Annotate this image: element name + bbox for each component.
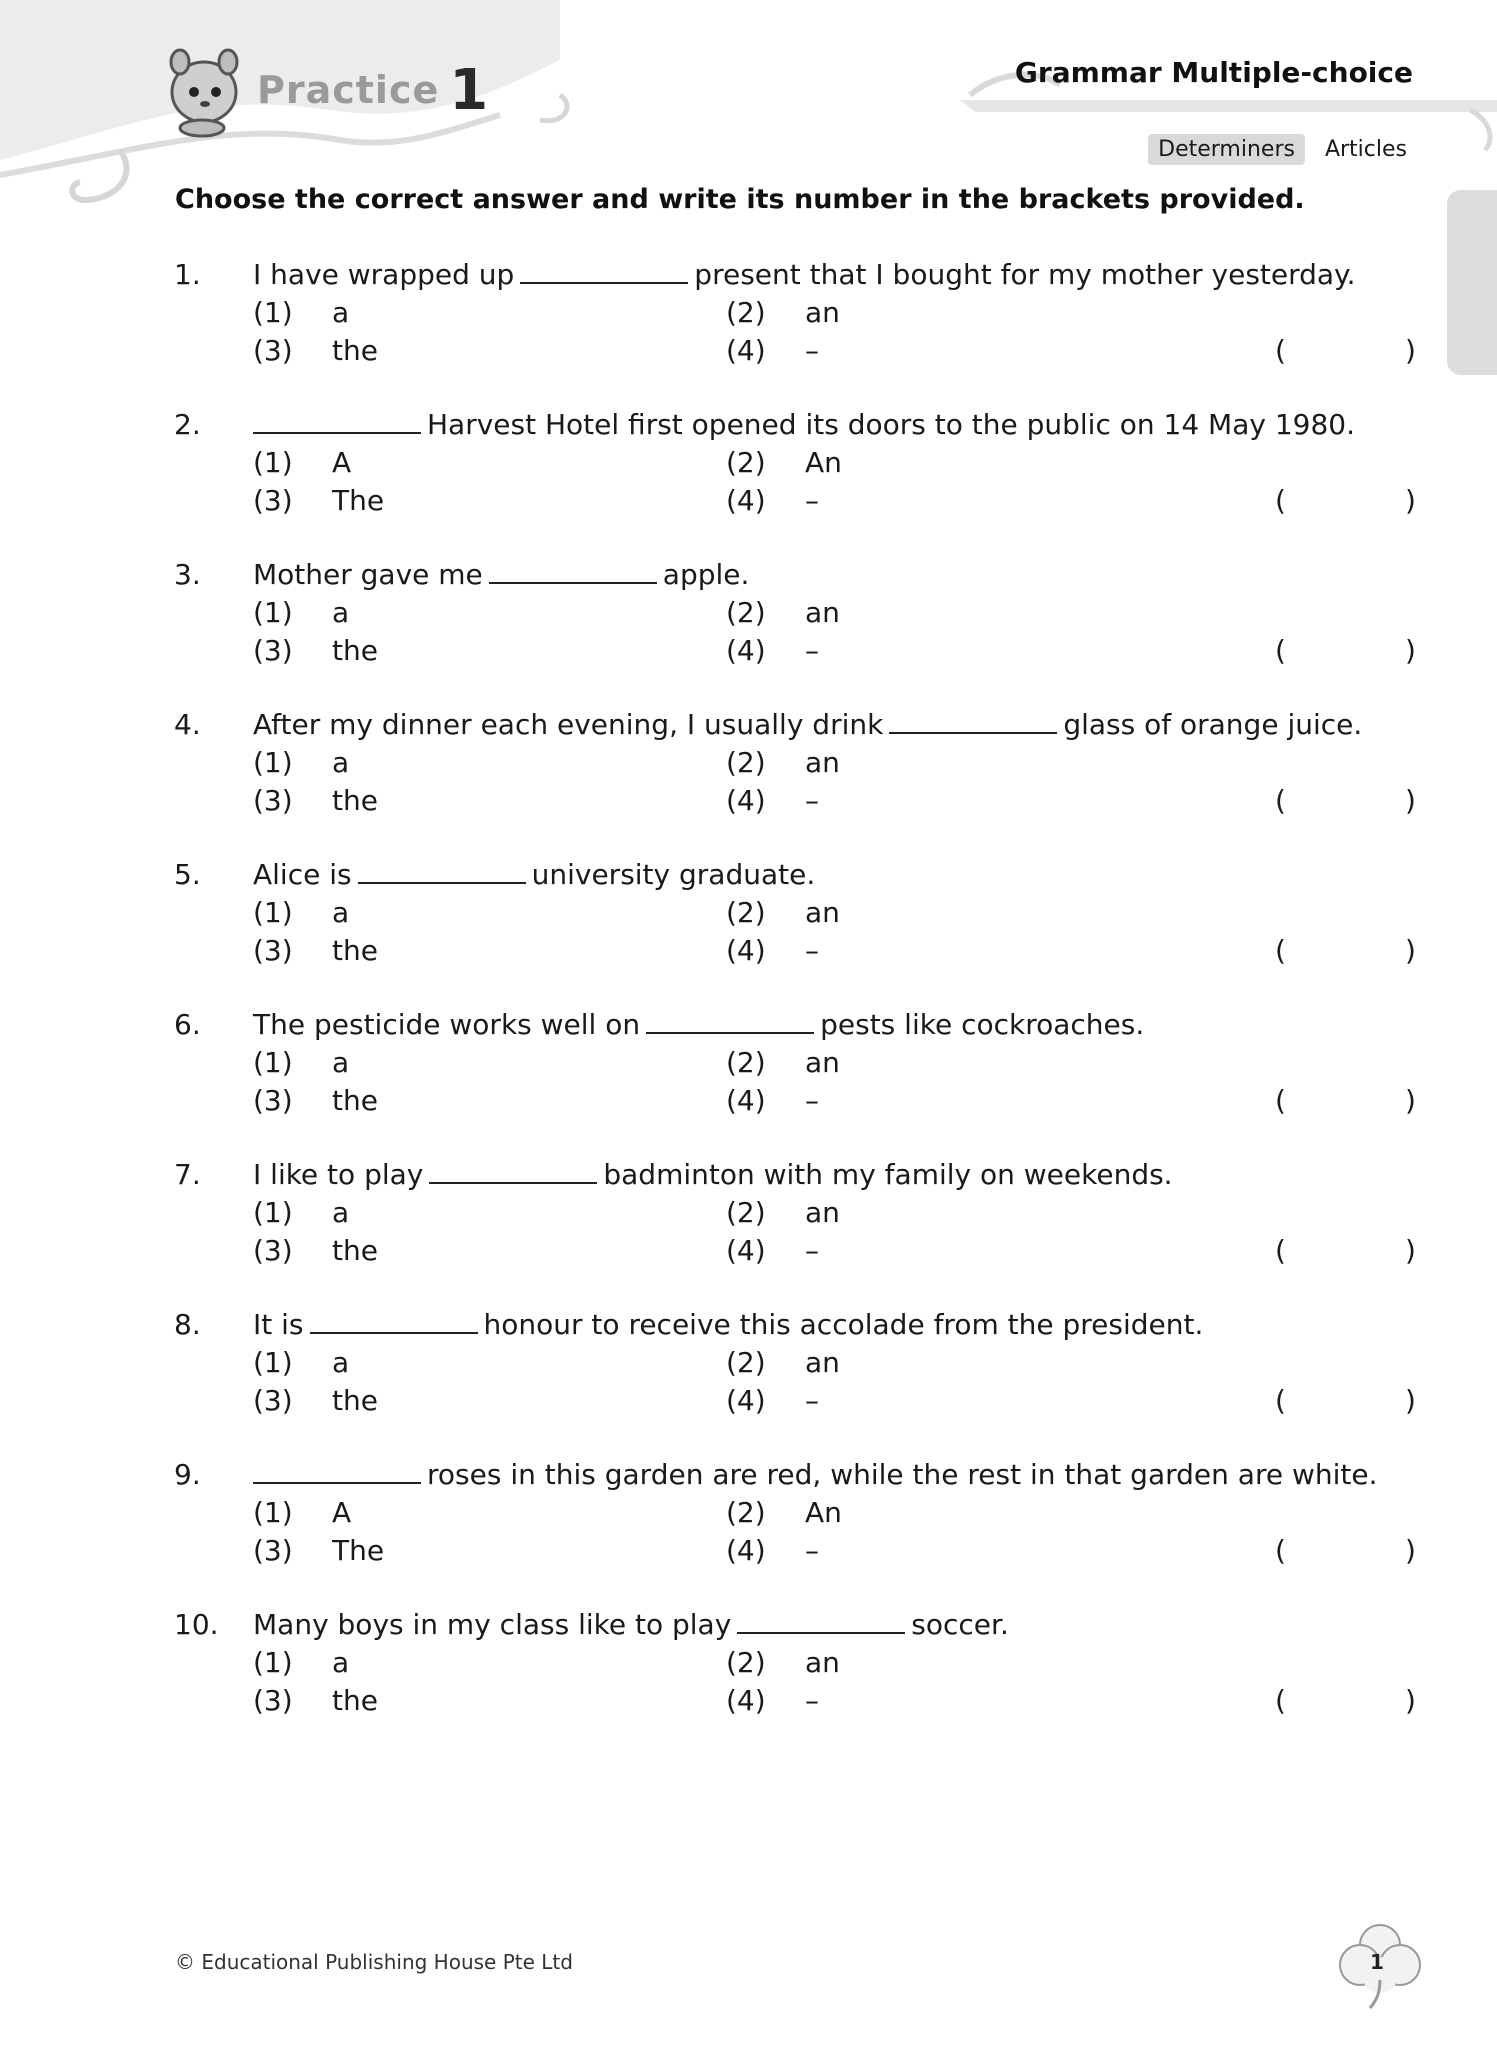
option-number: (4) — [726, 634, 766, 667]
question-number: 9. — [174, 1458, 201, 1491]
option-text: – — [805, 484, 819, 517]
option-number: (4) — [726, 1084, 766, 1117]
question — [0, 258, 1497, 408]
option-text: an — [805, 296, 840, 329]
option-text: a — [332, 596, 350, 629]
option-number: (4) — [726, 1534, 766, 1567]
question-text-before: I have wrapped up — [253, 258, 515, 291]
option-number: (3) — [253, 1234, 293, 1267]
option-text: – — [805, 1534, 819, 1567]
question-text — [253, 408, 1355, 441]
question-number: 4. — [174, 708, 201, 741]
option-number: (1) — [253, 1196, 293, 1229]
option-text: an — [805, 1646, 840, 1679]
practice-number: 1 — [449, 58, 490, 123]
question-text — [253, 1158, 1173, 1191]
answer-bracket-close[interactable]: ) — [1405, 334, 1416, 367]
copyright: © Educational Publishing House Pte Ltd — [175, 1950, 573, 1974]
mascot-icon — [152, 40, 252, 140]
answer-blank[interactable] — [489, 558, 657, 584]
question-text-after: glass of orange juice. — [1063, 708, 1363, 741]
topic-tags — [1148, 134, 1417, 165]
option-text: – — [805, 784, 819, 817]
question-text-after: apple. — [662, 558, 750, 591]
option-text: – — [805, 1084, 819, 1117]
answer-blank[interactable] — [889, 708, 1057, 734]
question-number: 2. — [174, 408, 201, 441]
option-text: An — [805, 446, 842, 479]
option-number: (1) — [253, 296, 293, 329]
question-text-before: I like to play — [253, 1158, 424, 1191]
answer-blank[interactable] — [737, 1608, 905, 1634]
question-text-before: Mother gave me — [253, 558, 483, 591]
option-text: – — [805, 1384, 819, 1417]
option-number: (1) — [253, 596, 293, 629]
option-text: – — [805, 634, 819, 667]
answer-bracket-open[interactable]: ( — [1275, 1534, 1286, 1567]
answer-bracket-open[interactable]: ( — [1275, 1234, 1286, 1267]
question-text — [253, 858, 815, 891]
option-number: (4) — [726, 784, 766, 817]
answer-bracket-open[interactable]: ( — [1275, 1084, 1286, 1117]
option-number: (3) — [253, 484, 293, 517]
question — [0, 858, 1497, 1008]
question-list — [0, 258, 1497, 1758]
practice-title — [257, 58, 489, 123]
question-number: 8. — [174, 1308, 201, 1341]
option-number: (1) — [253, 1646, 293, 1679]
question — [0, 1458, 1497, 1608]
question — [0, 708, 1497, 858]
option-number: (2) — [726, 1196, 766, 1229]
question-text-after: university graduate. — [531, 858, 816, 891]
option-text: a — [332, 896, 350, 929]
option-text: A — [332, 1496, 352, 1529]
option-text: a — [332, 1346, 350, 1379]
question-text — [253, 1608, 1009, 1641]
option-number: (4) — [726, 1234, 766, 1267]
option-text: The — [332, 484, 385, 517]
option-text: the — [332, 1234, 378, 1267]
option-text: – — [805, 1684, 819, 1717]
option-number: (4) — [726, 484, 766, 517]
question-text-after: roses in this garden are red, while the rest in that garden are white. — [427, 1458, 1378, 1491]
question — [0, 1308, 1497, 1458]
question-text-before: Many boys in my class like to play — [253, 1608, 732, 1641]
option-number: (1) — [253, 896, 293, 929]
option-text: an — [805, 896, 840, 929]
option-number: (4) — [726, 1684, 766, 1717]
option-text: the — [332, 1684, 378, 1717]
answer-blank[interactable] — [310, 1308, 478, 1334]
answer-bracket-close[interactable]: ) — [1405, 484, 1416, 517]
answer-blank[interactable] — [253, 1458, 421, 1484]
option-text: the — [332, 1084, 378, 1117]
option-number: (3) — [253, 1684, 293, 1717]
question-number: 3. — [174, 558, 201, 591]
option-text: a — [332, 1646, 350, 1679]
answer-bracket-close[interactable]: ) — [1405, 634, 1416, 667]
option-text: the — [332, 634, 378, 667]
question-number: 1. — [174, 258, 201, 291]
option-text: an — [805, 1346, 840, 1379]
option-number: (2) — [726, 1496, 766, 1529]
answer-bracket-open[interactable]: ( — [1275, 634, 1286, 667]
option-number: (3) — [253, 1084, 293, 1117]
answer-blank[interactable] — [358, 858, 526, 884]
option-text: – — [805, 934, 819, 967]
answer-bracket-open[interactable]: ( — [1275, 934, 1286, 967]
option-number: (2) — [726, 1046, 766, 1079]
option-text: a — [332, 746, 350, 779]
question — [0, 408, 1497, 558]
option-number: (2) — [726, 296, 766, 329]
option-text: the — [332, 784, 378, 817]
option-number: (2) — [726, 746, 766, 779]
answer-bracket-open[interactable]: ( — [1275, 1384, 1286, 1417]
answer-bracket-close[interactable]: ) — [1405, 934, 1416, 967]
option-number: (1) — [253, 1046, 293, 1079]
answer-bracket-close[interactable]: ) — [1405, 1384, 1416, 1417]
question-text — [253, 1008, 1144, 1041]
option-number: (3) — [253, 784, 293, 817]
question-number: 5. — [174, 858, 201, 891]
question-number: 10. — [174, 1608, 219, 1641]
option-number: (1) — [253, 1496, 293, 1529]
option-text: – — [805, 1234, 819, 1267]
option-number: (3) — [253, 1384, 293, 1417]
question-text-before: The pesticide works well on — [253, 1008, 641, 1041]
option-text: an — [805, 596, 840, 629]
option-number: (4) — [726, 934, 766, 967]
tag-articles: Articles — [1324, 137, 1407, 162]
question-text-after: Harvest Hotel first opened its doors to the public on 14 May 1980. — [427, 408, 1355, 441]
question-number: 7. — [174, 1158, 201, 1191]
tag-determiners: Determiners — [1148, 134, 1305, 165]
question-number: 6. — [174, 1008, 201, 1041]
answer-bracket-close[interactable]: ) — [1405, 1084, 1416, 1117]
option-number: (2) — [726, 896, 766, 929]
option-text: the — [332, 334, 378, 367]
question — [0, 1158, 1497, 1308]
instruction: Choose the correct answer and write its number in the brackets provided. — [175, 184, 1305, 215]
option-text: An — [805, 1496, 842, 1529]
option-number: (4) — [726, 1384, 766, 1417]
option-text: the — [332, 1384, 378, 1417]
answer-bracket-open[interactable]: ( — [1275, 784, 1286, 817]
option-text: a — [332, 1196, 350, 1229]
answer-blank[interactable] — [520, 258, 688, 284]
question-text — [253, 1308, 1203, 1341]
option-number: (4) — [726, 334, 766, 367]
answer-bracket-open[interactable]: ( — [1275, 1684, 1286, 1717]
question-text-before: After my dinner each evening, I usually drink — [253, 708, 884, 741]
question-text-before: Alice is — [253, 858, 352, 891]
option-text: a — [332, 296, 350, 329]
option-number: (1) — [253, 746, 293, 779]
answer-bracket-close[interactable]: ) — [1405, 1234, 1416, 1267]
option-number: (2) — [726, 596, 766, 629]
question-text-after: soccer. — [911, 1608, 1009, 1641]
option-text: – — [805, 334, 819, 367]
question-text — [253, 558, 749, 591]
question-text — [253, 1458, 1378, 1491]
option-number: (2) — [726, 446, 766, 479]
question — [0, 1608, 1497, 1758]
option-number: (3) — [253, 634, 293, 667]
option-number: (2) — [726, 1646, 766, 1679]
question-text-before: It is — [253, 1308, 304, 1341]
option-text: a — [332, 1046, 350, 1079]
option-number: (2) — [726, 1346, 766, 1379]
question-text-after: honour to receive this accolade from the president. — [483, 1308, 1204, 1341]
answer-blank[interactable] — [646, 1008, 814, 1034]
question-text-after: present that I bought for my mother yesterday. — [694, 258, 1356, 291]
question — [0, 558, 1497, 708]
question-text — [253, 708, 1362, 741]
option-number: (1) — [253, 1346, 293, 1379]
question — [0, 1008, 1497, 1158]
answer-bracket-open[interactable]: ( — [1275, 484, 1286, 517]
option-text: the — [332, 934, 378, 967]
answer-blank[interactable] — [253, 408, 421, 434]
option-number: (3) — [253, 934, 293, 967]
section-title: Grammar Multiple-choice — [1014, 56, 1413, 89]
question-text-after: badminton with my family on weekends. — [603, 1158, 1173, 1191]
page-number: 1 — [1370, 1950, 1384, 1974]
option-text: an — [805, 1046, 840, 1079]
answer-bracket-open[interactable]: ( — [1275, 334, 1286, 367]
answer-bracket-close[interactable]: ) — [1405, 1684, 1416, 1717]
answer-bracket-close[interactable]: ) — [1405, 784, 1416, 817]
option-text: The — [332, 1534, 385, 1567]
option-text: an — [805, 1196, 840, 1229]
answer-blank[interactable] — [429, 1158, 597, 1184]
practice-label: Practice — [257, 68, 440, 112]
option-number: (1) — [253, 446, 293, 479]
option-text: an — [805, 746, 840, 779]
question-text — [253, 258, 1356, 291]
question-text-after: pests like cockroaches. — [820, 1008, 1145, 1041]
option-number: (3) — [253, 334, 293, 367]
option-text: A — [332, 446, 352, 479]
answer-bracket-close[interactable]: ) — [1405, 1534, 1416, 1567]
option-number: (3) — [253, 1534, 293, 1567]
